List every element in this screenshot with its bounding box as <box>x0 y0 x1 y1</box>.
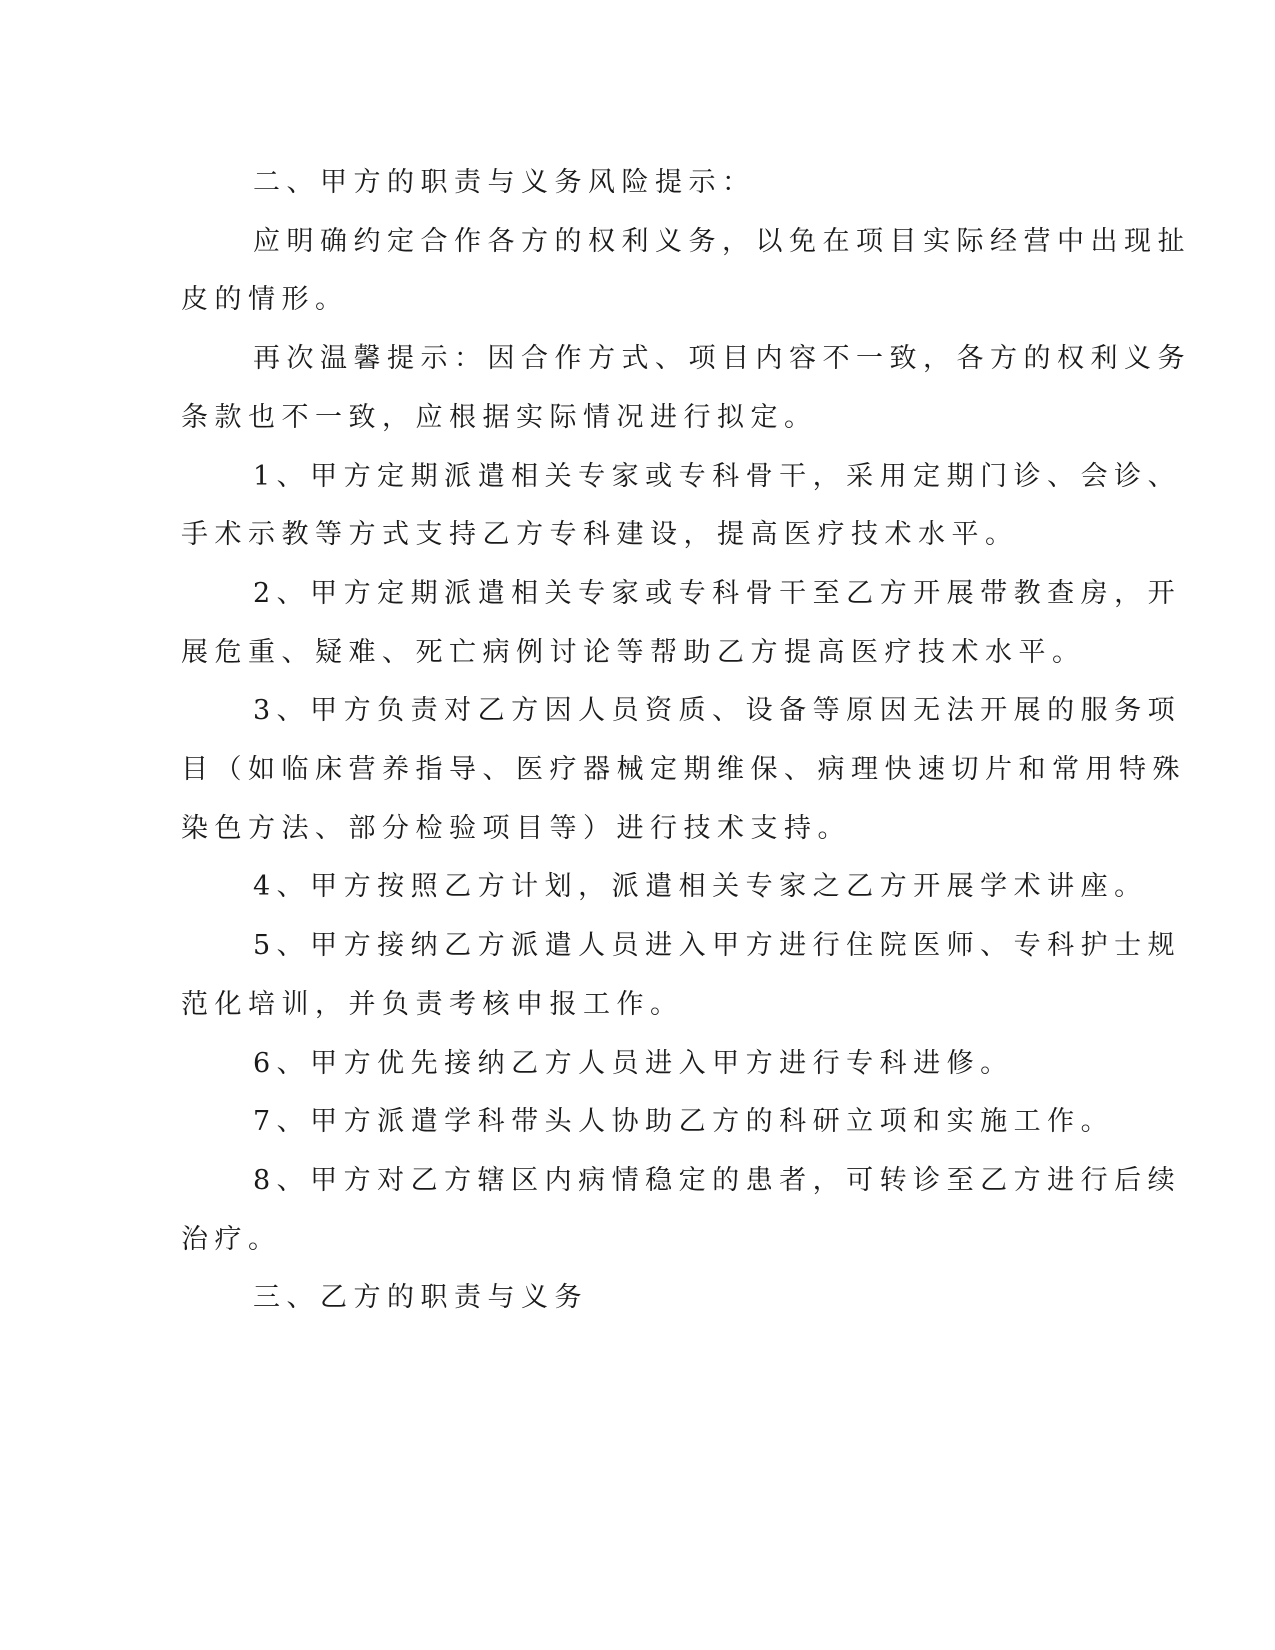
list-item-6: 6、甲方优先接纳乙方人员进入甲方进行专科进修。 <box>253 1048 1014 1079</box>
list-item-8: 8、甲方对乙方辖区内病情稳定的患者，可转诊至乙方进行后续 <box>253 1165 1182 1196</box>
list-item-7: 7、甲方派遣学科带头人协助乙方的科研立项和实施工作。 <box>253 1106 1115 1137</box>
list-item-2-continued: 展危重、疑难、死亡病例讨论等帮助乙方提高医疗技术水平。 <box>181 637 1086 668</box>
list-item-2: 2、甲方定期派遣相关专家或专科骨干至乙方开展带教查房，开 <box>253 578 1182 609</box>
list-item-3-continued: 染色方法、部分检验项目等）进行技术支持。 <box>181 813 851 844</box>
paragraph-line: 皮的情形。 <box>181 284 349 315</box>
list-item-1: 1、甲方定期派遣相关专家或专科骨干，采用定期门诊、会诊、 <box>253 461 1182 492</box>
list-item-5: 5、甲方接纳乙方派遣人员进入甲方进行住院医师、专科护士规 <box>253 930 1182 961</box>
list-item-3-continued: 目（如临床营养指导、医疗器械定期维保、病理快速切片和常用特殊 <box>181 754 1186 785</box>
list-item-5-continued: 范化培训，并负责考核申报工作。 <box>181 989 684 1020</box>
list-item-1-continued: 手术示教等方式支持乙方专科建设，提高医疗技术水平。 <box>181 519 1019 550</box>
paragraph-line: 再次温馨提示：因合作方式、项目内容不一致，各方的权利义务 <box>253 343 1191 374</box>
list-item-8-continued: 治疗。 <box>181 1224 282 1255</box>
paragraph-line: 条款也不一致，应根据实际情况进行拟定。 <box>181 402 818 433</box>
section-heading-party-b: 三、乙方的职责与义务 <box>253 1282 588 1313</box>
paragraph-line: 应明确约定合作各方的权利义务，以免在项目实际经营中出现扯 <box>253 226 1191 257</box>
list-item-4: 4、甲方按照乙方计划，派遣相关专家之乙方开展学术讲座。 <box>253 871 1148 902</box>
section-heading-party-a: 二、甲方的职责与义务风险提示： <box>253 167 756 198</box>
list-item-3: 3、甲方负责对乙方因人员资质、设备等原因无法开展的服务项 <box>253 695 1182 726</box>
